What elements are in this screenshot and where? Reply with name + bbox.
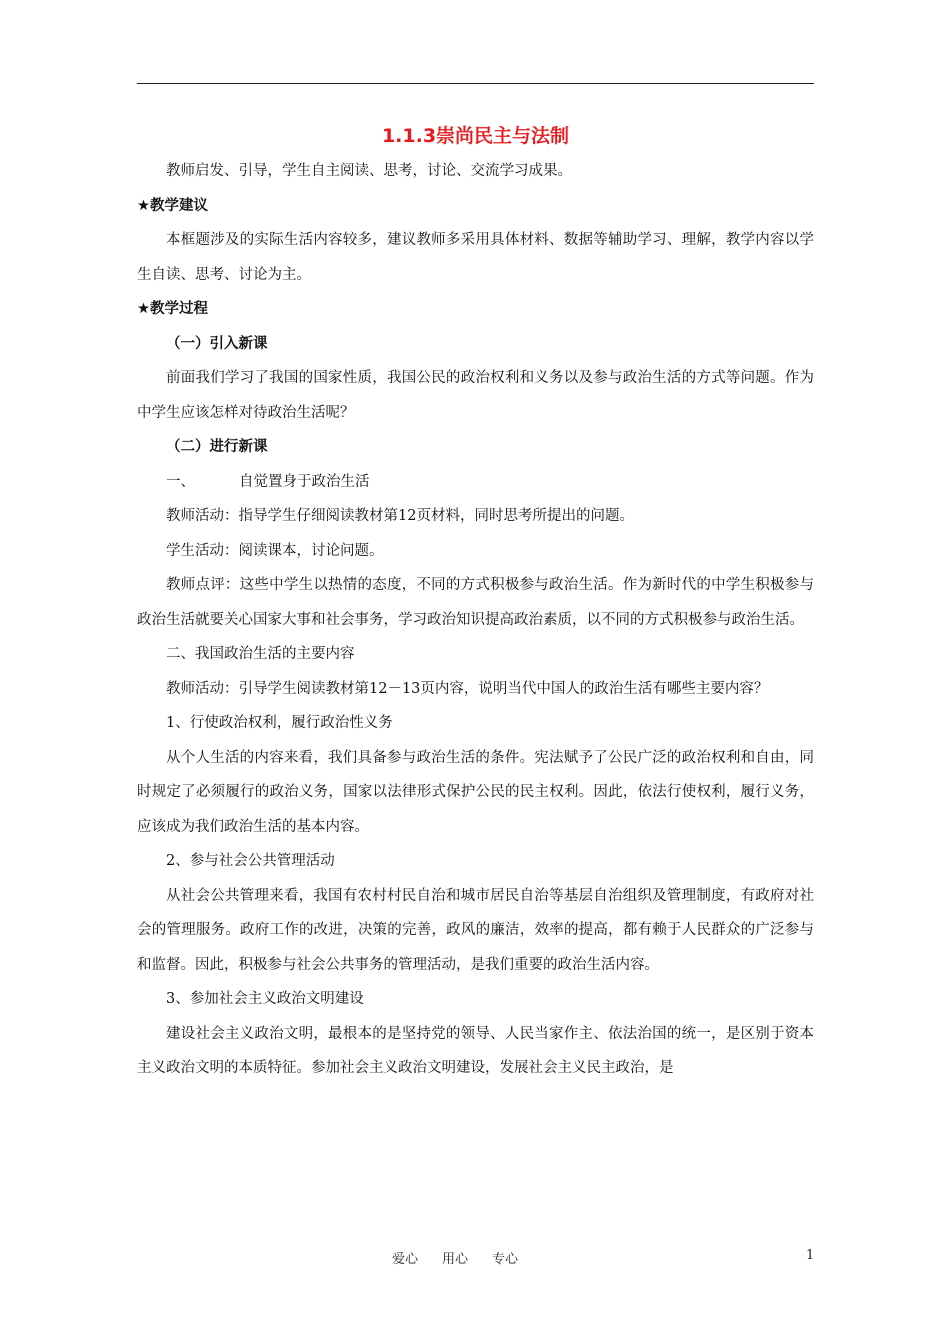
student-activity-1: 学生活动：阅读课本，讨论问题。 — [166, 542, 384, 559]
page-number: 1 — [806, 1248, 815, 1263]
sub3-paragraph: 建设社会主义政治文明，最根本的是坚持党的领导、人民当家作主、依法治国的统一，是区别于资本主义政治文明的本质特征。参加社会主义政治文明建设，发展社会主义民主政治，是 — [137, 1025, 814, 1076]
sub2-title: 2、参与社会公共管理活动 — [166, 853, 335, 869]
intro-paragraph: 教师启发、引导，学生自主阅读、思考，讨论、交流学习成果。 — [166, 163, 572, 179]
document-body — [137, 118, 814, 1086]
sub3-title: 3、参加社会主义政治文明建设 — [166, 991, 364, 1007]
teacher-activity-1: 教师活动：指导学生仔细阅读教材第12页材料，同时思考所提出的问题。 — [166, 508, 634, 524]
sub1-title: 1、行使政治权利，履行政治性义务 — [166, 715, 393, 731]
item2-title: 二、我国政治生活的主要内容 — [166, 646, 355, 662]
item1-row — [137, 465, 814, 500]
sub2-paragraph: 从社会公共管理来看，我国有农村村民自治和城市居民自治等基层自治组织及管理制度，有政府对社会的管理服务。政府工作的改进，决策的完善，政风的廉洁，效率的提高，都有赖于人民群众的广泛参与和监督。因此，积极参与社会公共事务的管理活动，是我们重要的政治生活内容。 — [137, 887, 814, 973]
teacher-comment-1: 教师点评：这些中学生以热情的态度，不同的方式积极参与政治生活。作为新时代的中学生积极参与政治生活就要关心国家大事和社会事务，学习政治知识提高政治素质，以不同的方式积极参与政治生活。 — [137, 577, 814, 628]
footer-motto-2: 用心 — [442, 1252, 469, 1267]
item1-title: 自觉置身于政治生活 — [239, 473, 370, 490]
footer-motto — [392, 1248, 542, 1267]
footer-motto-3: 专心 — [492, 1252, 519, 1267]
item1-number: 一、 — [166, 473, 195, 490]
heading-teaching-suggestion: ★教学建议 — [137, 197, 208, 214]
sub1-paragraph: 从个人生活的内容来看，我们具备参与政治生活的条件。宪法赋予了公民广泛的政治权利和自由，同时规定了必须履行的政治义务，国家以法律形式保护公民的民主权利。因此，依法行使权利，履行义务，应该成为我们政治生活的基本内容。 — [137, 749, 814, 835]
footer-motto-1: 爱心 — [392, 1252, 419, 1267]
header-rule — [137, 83, 814, 84]
teacher-activity-2: 教师活动：引导学生阅读教材第12－13页内容，说明当代中国人的政治生活有哪些主要内容？ — [166, 680, 769, 697]
part2-heading: （二）进行新课 — [166, 439, 268, 455]
part1-paragraph: 前面我们学习了我国的国家性质，我国公民的政治权利和义务以及参与政治生活的方式等问题。作为中学生应该怎样对待政治生活呢？ — [137, 370, 814, 421]
document-title: 1.1.3崇尚民主与法制 — [381, 125, 570, 147]
part1-heading: （一）引入新课 — [166, 335, 268, 352]
heading-teaching-process: ★教学过程 — [137, 301, 208, 317]
suggestion-paragraph: 本框题涉及的实际生活内容较多，建议教师多采用具体材料、数据等辅助学习、理解，教学内容以学生自读、思考、讨论为主。 — [137, 232, 814, 283]
